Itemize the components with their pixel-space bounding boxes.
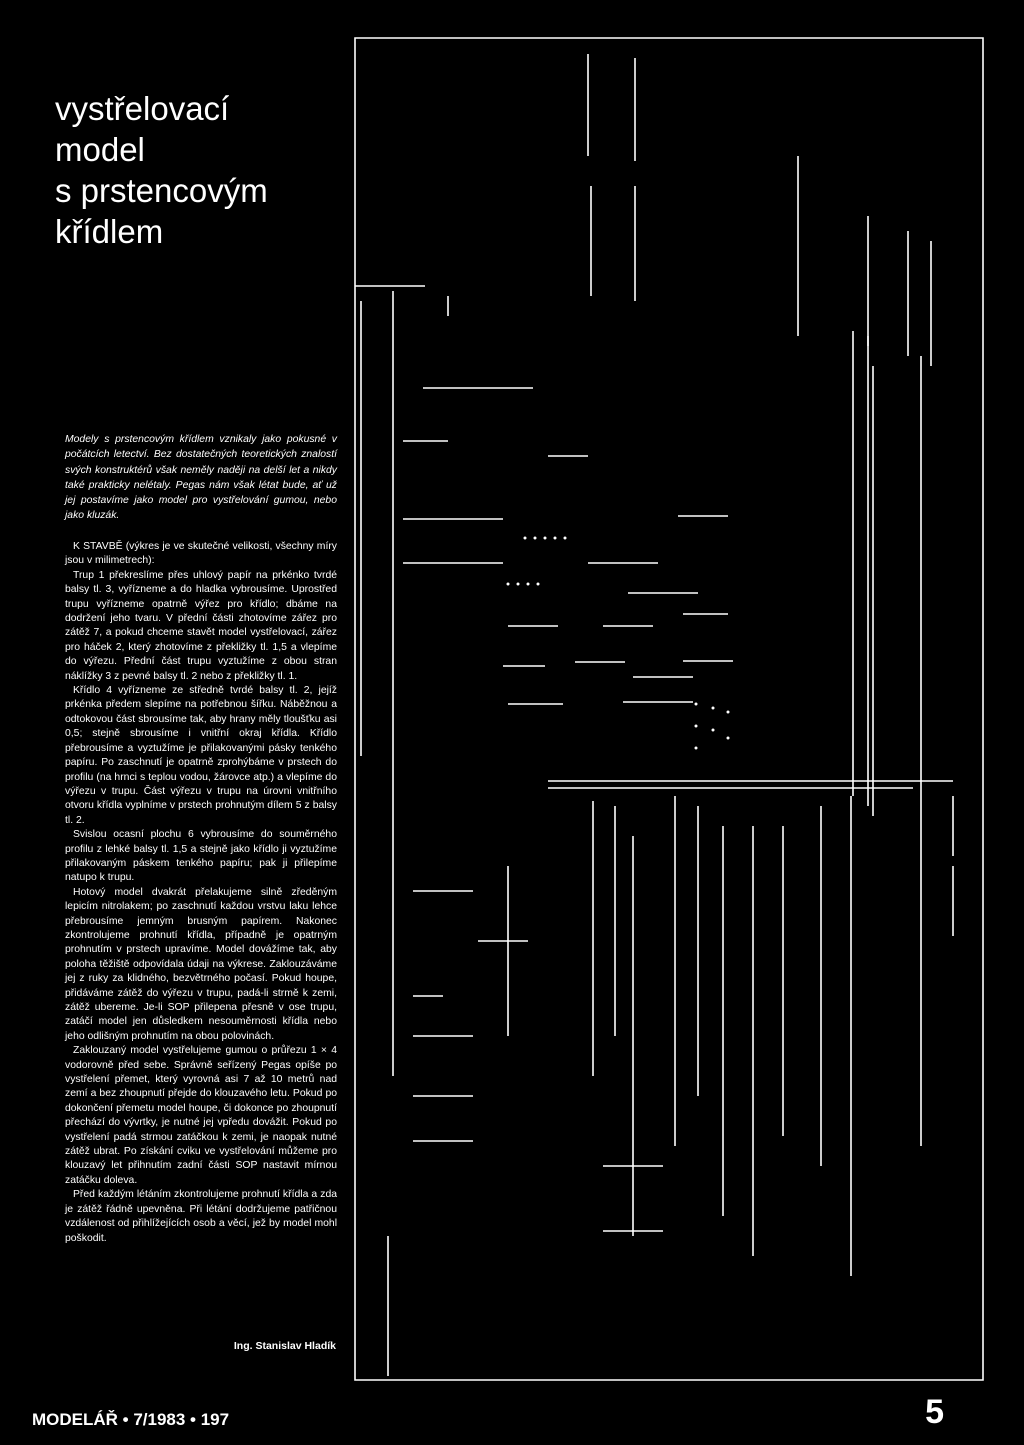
drawing-line xyxy=(413,891,663,1231)
body-paragraph: K STAVBĚ (výkres je ve skutečné velikosti, všechny míry jsou v milimetrech): xyxy=(65,541,337,567)
body-paragraph: Zaklouzaný model vystřelujeme gumou o průřezu 1 × 4 vodorovně před sebe. Správně seřízený Pegas opíše po vystřelení přemet, který vyrovná asi 7 až 10 metrů nad zemí a bez zhoupnutí přejde do klouzavého letu. Pokud po dokončení přemetu model houpe, či dokonce po zhoupnutí přechází do vývrtky, je nutné jej vpředu dovážit. Pokud po vystřelení padá strmou zatáčkou k zemi, je naopak nutné zátěž ubrat. Po získání cviku ve vystřelování můžeme pro klouzavý let přihnutím zadní části SOP nastavit mírnou zatáčku doleva. xyxy=(65,1045,337,1186)
article-title xyxy=(55,88,355,252)
drawing-dots xyxy=(507,537,730,750)
author-name: Ing. Stanislav Hladík xyxy=(233,1340,336,1352)
page-number: 5 xyxy=(925,1393,944,1431)
body-paragraph: Křídlo 4 vyřízneme ze středně tvrdé balsy tl. 2, jejíž prkénka předem slepíme na potřebnou šířku. Náběžnou a odtokovou část sbrousíme tak, aby hrany měly tloušťku asi 0,5; stejně sbrousíme i vnitřní okraj křídla. Křídlo přebrousíme a vyztužíme je přilakovanými pásky tenkého papíru. Po zaschnutí je opatrně zprohýbáme v prstech do profilu (na hrnci s teplou vodou, žárovce atp.) a vlepíme do výřezu v trupu. Část výřezu v trupu na úrovni vnitřního otvoru křídla vyplníme v prstech prohnutým dílem 5 z balsy tl. 2. xyxy=(65,685,337,826)
article-body xyxy=(65,540,337,1246)
drawing-line xyxy=(388,796,953,1376)
drawing-line xyxy=(548,781,953,1276)
drawing-line xyxy=(355,286,448,1076)
intro-paragraph: Modely s prstencovým křídlem vznikaly jako pokusné v počátcích letectví. Bez dostatečných teoretických znalostí svých konstruktérů však neměly naději na delší let a nikdy také prakticky nelétaly. Pegas nám však létat bude, ať už jej postavíme jako model pro vystřelování gumou, nebo jako kluzák. xyxy=(65,434,337,522)
body-paragraph: Svislou ocasní plochu 6 vybrousíme do souměrného profilu z lehké balsy tl. 1,5 a stejně jako křídlo ji vyztužíme přilakovaným páskem tenkého papíru; pak ji přilepíme natupo k trupu. xyxy=(65,829,337,884)
drawing-line xyxy=(798,156,931,366)
drawing-border xyxy=(355,38,983,1380)
drawing-line xyxy=(853,331,921,1146)
body-paragraph: Trup 1 překreslíme přes uhlový papír na prkénko tvrdé balsy tl. 3, vyřízneme a do hladka vybrousíme. Uprostřed trupu vyřízneme opatrně výřez pro křídlo; dbáme na dodržení jeho tvaru. V přední části zhotovíme zářez pro zátěž 7, a pokud chceme stavět model vystřelovací, zářez pro háček 2, který zhotovíme z překližky tl. 1,5 a vlepíme do výřezu. Přední část trupu vyztužíme z obou stran náklížky 3 z pevné balsy tl. 2 nebo z překližky tl. 1. xyxy=(65,569,337,682)
footer-issue: MODELÁŘ • 7/1983 • 197 xyxy=(32,1410,230,1429)
title-line: s prstencovým xyxy=(55,172,268,209)
title-line: křídlem xyxy=(55,213,164,250)
title-line: vystřelovací xyxy=(55,90,230,127)
title-line: model xyxy=(55,131,145,168)
body-paragraph: Před každým létáním zkontrolujeme prohnutí křídla a zda je zátěž řádně upevněna. Při létání dodržujeme patřičnou vzdálenost od přihlížejících osob a věcí, jež by model mohl poškodit. xyxy=(65,1189,337,1244)
body-paragraph: Hotový model dvakrát přelakujeme silně zředěným lepicím nitrolakem; po zaschnutí každou vrstvu laku lehce přebrousíme jemným brusným papírem. Nakonec zkontrolujeme prohnutí křídla, případně je opatrným prohnutím v prstech upravíme. Model dovážíme tak, aby poloha těžiště odpovídala údaji na výkrese. Zaklouzáváme jej z ruky za klidného, bezvětrného počasí. Pokud houpe, přidáváme zátěž do výřezu v trupu, padá-li strmě k zemi, zátěž ubereme. Je-li SOP přilepena přesně v ose trupu, zatáčí model jen důsledkem nesouměrnosti křídla nebo jeho odlišným prohnutím na obou polovinách. xyxy=(65,886,337,1042)
drawing-line xyxy=(403,388,733,704)
technical-drawing xyxy=(353,36,985,1382)
drawing-line xyxy=(588,54,635,301)
